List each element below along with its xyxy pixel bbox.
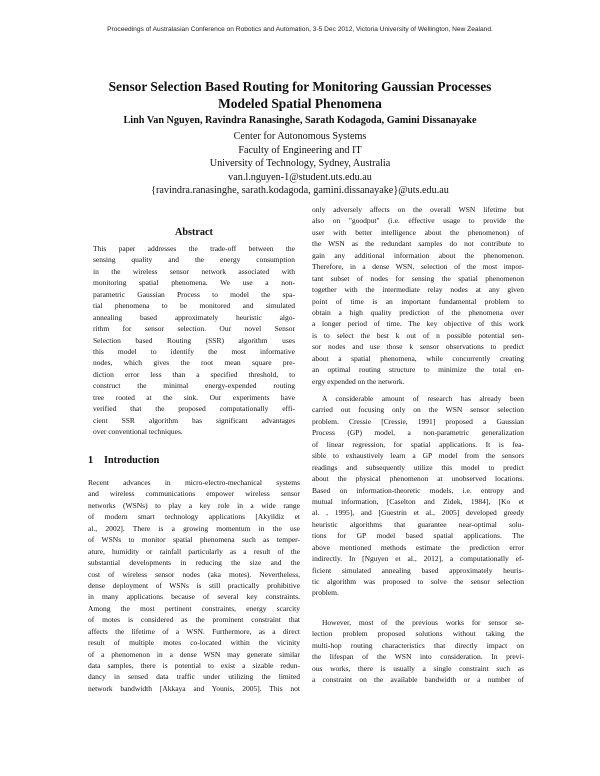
text-line: problem. Cressie [Cressie, 1991] proposed a Gaussian [312,416,524,426]
text-line: over conventional techniques. [93,427,183,436]
text-line: also on "goodput" (i.e. effective usage to provide the [312,216,524,226]
text-line: dancy in sensed data traffic under utilizing the limited [88,672,300,682]
right-column-paragraph-2 [312,393,524,599]
right-column-paragraph-3 [312,617,524,686]
text-line: data samples, there is potential to exist a sizable redun- [88,661,300,670]
text-line: obtain a high quality prediction of the phenomena over [312,307,524,317]
text-line: dense deployment of WSNs is still practically prohibitive [88,580,300,590]
text-line: al., 2002]. There is a growing momentum in the use [88,523,300,533]
affiliation-email-2: {ravindra.ranasinghe, sarath.kodagoda, gamini.dissanayake}@uts.edu.au [151,185,449,196]
text-line: in the wireless sensor network associated with [93,266,295,276]
text-line: verified that the proposed computationally effi- [93,404,295,414]
text-line: heuristic algorithms that guarantee near-optimal solu- [312,519,524,529]
text-line: monitoring spatial phenomena. We use a non- [93,278,295,288]
text-line: a longer period of time. The key objective of this work [312,319,524,329]
text-line: carried out focusing only on the WSN sensor selection [312,405,524,415]
text-line: networks (WSNs) to play a key role in a wide range [88,500,300,510]
text-line: tic algorithm was proposed to solve the sensor selection [312,577,524,586]
text-line: point of time is an important fundamental problem to [312,296,524,306]
text-line: about a spatial phenomena, while concurrently creating [312,353,524,363]
text-line: al. , 1995], and [Guestrin et al., 2005] developed greedy [312,508,524,518]
title-line: Sensor Selection Based Routing for Monitoring Gaussian Processes [108,79,492,94]
running-header: Proceedings of Australasian Conference on Robotics and Automation, 3-5 Dec 2012, Victoria University of Wellington, New Zealand. [107,26,493,33]
text-line: Among the most pertinent constraints, energy scarcity [88,603,300,613]
text-line: This paper addresses the trade-off between the [93,244,295,253]
text-line: only adversely affects on the overall WSN lifetime but [312,205,524,214]
text-line: diction error less than a specified threshold, to [93,369,295,379]
text-line: ficient simulated annealing based approximately heuris- [312,565,524,575]
affiliation-block [60,130,540,198]
text-line: Selection based Routing (SSR) algorithm uses [93,335,295,345]
text-line: ous works, there is usually a single constraint such as [312,663,524,673]
text-line: indirectly. In [Nguyen et al., 2012], a computationally ef- [312,554,524,564]
text-line: readings and subsequently utilize this model to predict [312,462,524,472]
text-line: and wireless communications empower wireless sensor [88,489,300,499]
text-line: ergy expended on the network. [312,376,405,386]
affiliation-university: University of Technology, Sydney, Australia [209,158,391,169]
text-line: nodes, which gives the root mean square pre- [93,358,295,368]
right-column-paragraph-1 [312,204,524,387]
text-line: Based on information-theoretic models, i.e. entropy and [312,485,524,495]
abstract-body [93,243,295,437]
section-heading-introduction: Introduction [104,455,160,466]
text-line: ature, humidity or rainfall particularly as a result of the [88,546,300,556]
text-line: of a phenomenon in a dense WSN may generate similar [88,649,300,659]
text-line: mutual information, [Caselton and Zidek, 1984], [Ko et [312,496,524,506]
text-line: tant subset of nodes for sensing the spatial phenomenon [312,273,524,283]
text-line: affects the lifetime of a WSN. Furthermore, as a direct [88,626,300,636]
text-line: cost of wireless sensor nodes (aka motes). Nevertheless, [88,569,300,579]
text-line: of WSNs to monitor spatial phenomena such as temper- [88,535,300,545]
abstract-heading: Abstract [175,227,213,238]
text-line: annealing based approximately heuristic algo- [93,312,295,322]
text-line: construct the minimal energy-expended routing [93,381,295,391]
title-line: Modeled Spatial Phenomena [218,95,382,111]
text-line: of linear regression, for spatial applications. It is fea- [312,439,524,449]
text-line: substantial developments in reducing the size and the [88,558,300,568]
affiliation-email-1: van.l.nguyen-1@student.uts.edu.au [228,171,372,183]
text-line: tree rooted at the sink. Our experiments have [93,392,295,402]
text-line: Process (GP) model, a non-parametric generalization [312,428,524,438]
text-line: Recent advances in micro-electro-mechanical systems [88,478,300,487]
text-line: tions for GP model based spatial applications. The [312,531,524,541]
section-number: 1 [88,455,94,466]
text-line: above mentioned methods estimate the prediction error [312,542,524,552]
text-line: gain any additional information about the phenomenon. [312,250,524,260]
paper-title [60,79,540,112]
text-line: the lifespan of the WSN into consideration. In previ- [312,652,524,662]
text-line: cient SSR algorithm has significant advantages [93,415,295,425]
affiliation-faculty: Faculty of Engineering and IT [238,144,362,156]
introduction-body [88,477,300,694]
text-line: result of multiple motes co-located within the vicinity [88,638,300,648]
author-list: Linh Van Nguyen, Ravindra Ranasinghe, Sarath Kodagoda, Gamini Dissanayake [123,115,477,126]
text-line: an optimal routing structure to minimize the total en- [312,365,524,375]
text-line: user with better intelligence about the phenomenon) of [312,227,524,237]
text-line: of motes is considered as the prominent constraint that [88,615,300,625]
text-line: sor nodes and use those k sensor observations to predict [312,342,524,352]
text-line: problem. [312,588,339,598]
text-line: this model to identify the most informative [93,346,295,356]
text-line: is to select the best k out of n possible potential sen- [312,330,524,340]
text-line: about the physical phenomenon at unobserved locations. [312,474,524,484]
text-line: sible to exhaustively learn a GP model from the sensors [312,451,524,461]
text-line: A considerable amount of research has already been [322,394,524,403]
text-line: parametric Gaussian Process to model the spa- [93,289,295,299]
text-line: of modern smart technology applications [Akyildiz et [88,512,300,522]
text-line: network bandwidth [Akkaya and Younis, 2005]. This not [88,683,300,693]
text-line: multi-hop routing characteristics that directly impact on [312,640,524,650]
text-line: lection problem proposed solutions without taking the [312,629,524,639]
text-line: rithm for sensor selection. Our novel Sensor [93,324,295,334]
text-line: Therefore, in a dense WSN, selection of the most impor- [312,262,524,272]
affiliation-center: Center for Autonomous Systems [233,131,367,142]
text-line: tial phenomena to be monitored and simulated [93,301,295,311]
text-line: together with the intermediate relay nodes at any given [312,285,524,295]
text-line: sensing quality and the energy consumption [93,255,295,265]
text-line: in many applications because of several key constraints. [88,592,300,602]
text-line: However, most of the previous works for sensor se- [322,618,524,627]
text-line: the WSN as the redundant samples do not contribute to [312,239,524,249]
text-line: a constraint on the available bandwidth or a number of [312,675,524,685]
